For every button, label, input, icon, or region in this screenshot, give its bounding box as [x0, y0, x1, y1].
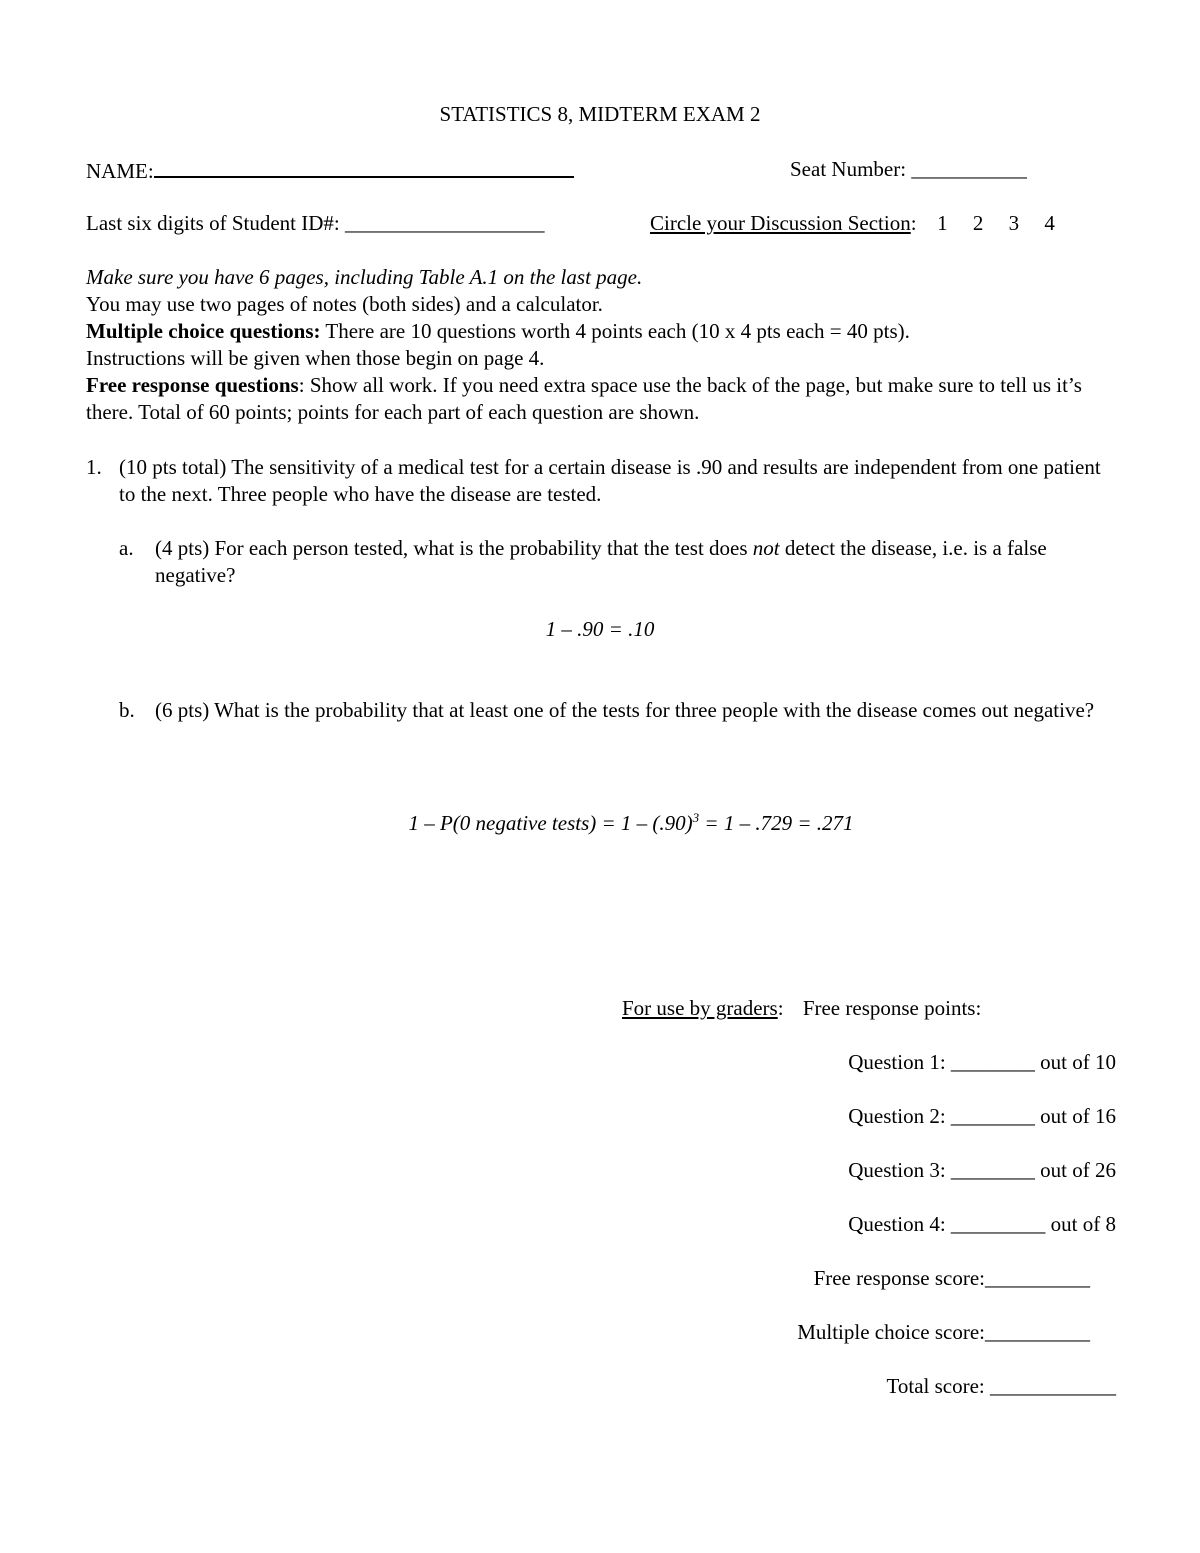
mc-label: Multiple choice questions:: [86, 319, 321, 343]
name-field[interactable]: [154, 156, 574, 178]
part-b-letter: b.: [119, 698, 135, 722]
section-option-2[interactable]: 2: [972, 211, 984, 235]
mc-instructions: [86, 318, 910, 344]
grader-row-q4: [848, 1211, 1116, 1237]
graders-header: [622, 995, 981, 1021]
part-b-answer-exponent: 3: [692, 810, 700, 825]
part-a-text-before: (4 pts) For each person tested, what is the probability that the test does: [155, 536, 753, 560]
section-label: Circle your Discussion Section: [650, 211, 911, 235]
part-a-letter: a.: [119, 536, 134, 560]
pages-note: Make sure you have 6 pages, including Table A.1 on the last page.: [86, 265, 643, 289]
section-colon: :: [910, 211, 917, 235]
page-title: STATISTICS 8, MIDTERM EXAM 2: [439, 102, 761, 126]
section-option-3[interactable]: 3: [1008, 211, 1020, 235]
name-label: NAME:: [86, 159, 154, 183]
seat-label: Seat Number:: [790, 157, 907, 181]
notes-line: You may use two pages of notes (both sides) and a calculator.: [86, 292, 603, 316]
grader-row-out-of: out of 10: [1040, 1050, 1116, 1074]
section-option-1[interactable]: 1: [937, 211, 948, 235]
section-option-4[interactable]: 4: [1044, 211, 1055, 235]
mc-line2: Instructions will be given when those begin on page 4.: [86, 346, 545, 370]
grader-row-out-of: out of 8: [1050, 1212, 1116, 1236]
part-b-text: (6 pts) What is the probability that at least one of the tests for three people with the disease comes out negative?: [155, 698, 1095, 722]
part-b-answer: [0, 805, 1200, 836]
part-a-text: [155, 535, 1120, 589]
seat-field[interactable]: ___________: [911, 157, 1027, 181]
question-1-text: (10 pts total) The sensitivity of a medical test for a certain disease is .90 and results are independent from one patient to the next. Three people who have the disease are tested.: [119, 455, 1101, 506]
grader-row-label: Question 1:: [848, 1050, 946, 1074]
part-a-text-italic: not: [752, 536, 780, 560]
section-row: [650, 210, 1055, 236]
graders-heading: Free response points:: [802, 996, 982, 1020]
seat-row: [790, 156, 1027, 182]
part-b-answer-result: = 1 – .729 = .271: [699, 811, 854, 835]
question-1-number: 1.: [86, 455, 102, 479]
grader-row-label: Question 2:: [848, 1104, 946, 1128]
student-id-row: [86, 210, 545, 236]
grader-row-blank[interactable]: ________: [950, 1050, 1035, 1074]
name-row: [86, 156, 574, 184]
fr-instructions: [86, 372, 1118, 426]
grader-row-label: Question 3:: [848, 1158, 946, 1182]
grader-row-blank[interactable]: ________: [950, 1158, 1035, 1182]
student-id-field[interactable]: ___________________: [345, 211, 545, 235]
part-b-answer-main: 1 – P(0 negative tests) = 1 – (.90): [408, 811, 693, 835]
free-response-score: Free response score:__________: [813, 1266, 1090, 1290]
grader-row-out-of: out of 26: [1040, 1158, 1116, 1182]
part-a-answer: 1 – .90 = .10: [545, 617, 655, 641]
grader-row-blank[interactable]: ________: [950, 1104, 1035, 1128]
multiple-choice-score: Multiple choice score:__________: [797, 1320, 1090, 1344]
fr-text: : Show all work. If you need extra space use the back of the page, but make sure to tell us it’s there. Total of 60 points; points for each part of each question are shown.: [86, 373, 1082, 424]
grader-row-out-of: out of 16: [1040, 1104, 1116, 1128]
grader-row-label: Question 4:: [848, 1212, 946, 1236]
part-a-text-after: detect the disease, i.e. is a false negative?: [155, 536, 1047, 587]
grader-row-q2: [848, 1103, 1116, 1129]
grader-row-q3: [848, 1157, 1116, 1183]
student-id-label: Last six digits of Student ID#:: [86, 211, 340, 235]
fr-label: Free response questions: [86, 373, 299, 397]
mc-text: There are 10 questions worth 4 points each (10 x 4 pts each = 40 pts).: [320, 319, 910, 343]
graders-label: For use by graders: [622, 996, 778, 1020]
grader-row-q1: [848, 1049, 1116, 1075]
total-score: Total score: ____________: [886, 1374, 1116, 1398]
grader-row-blank[interactable]: _________: [950, 1212, 1046, 1236]
graders-colon: :: [777, 996, 784, 1020]
